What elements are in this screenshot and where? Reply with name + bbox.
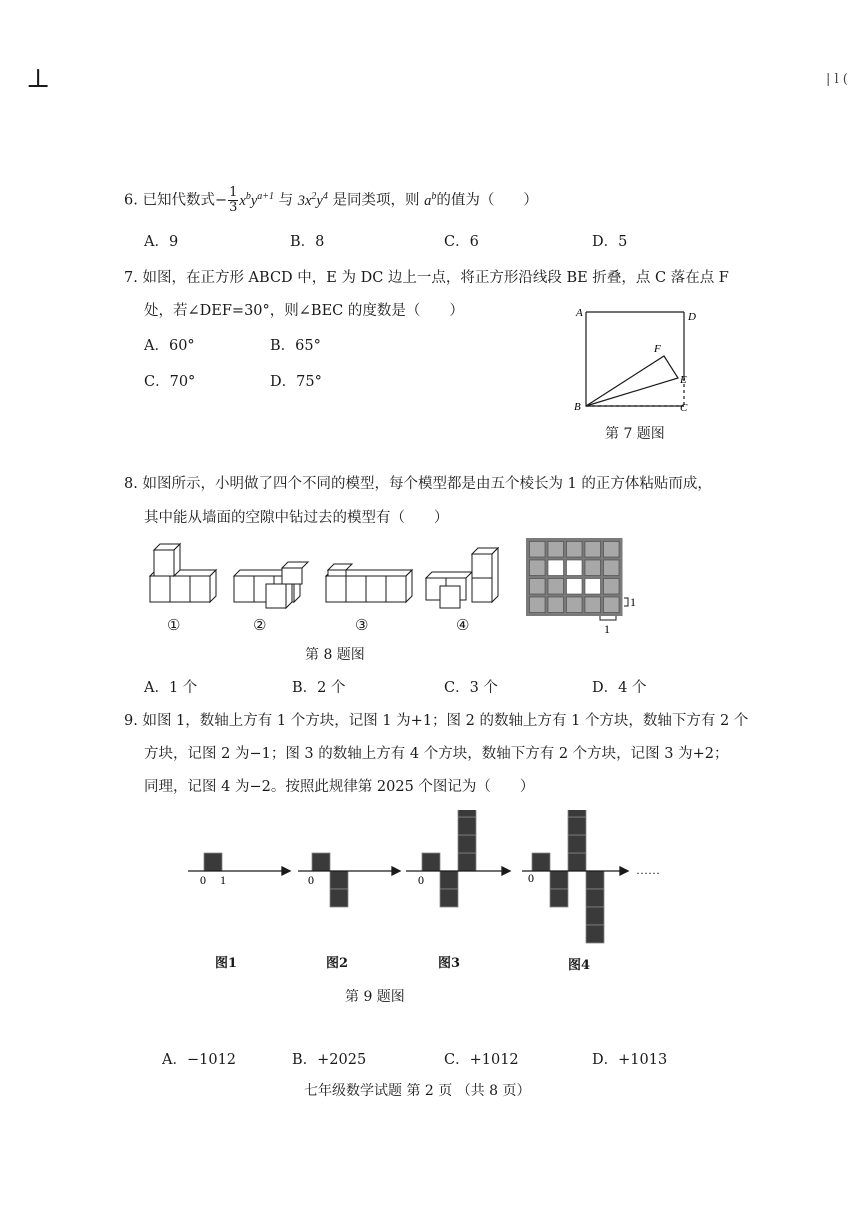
wall-gap-cell — [548, 560, 564, 576]
wall-cell — [548, 579, 564, 595]
q7-number: 7. — [124, 270, 138, 286]
q9-fig1-zero: 0 — [200, 873, 206, 887]
block-below-axis — [586, 871, 604, 889]
q9-fig1-one: 1 — [220, 873, 226, 887]
q7-line1: 7. 如图，在正方形 ABCD 中，E 为 DC 边上一点，将正方形沿线段 BE 折叠，点 C 落在点 F — [124, 270, 729, 286]
corner-mark-right: | l ( — [826, 72, 848, 87]
block-above-axis — [532, 853, 550, 871]
q9-fig-label-1: 图1 — [215, 956, 238, 971]
q8-option-a[interactable]: A．1 个 — [144, 680, 198, 696]
block-below-axis — [550, 871, 568, 889]
q9-line2: 方块，记图 2 为−1；图 3 的数轴上方有 4 个方块，数轴下方有 2 个方块，记图 3 为+2； — [144, 746, 729, 762]
block-below-axis — [440, 871, 458, 889]
q7-label-e: E — [680, 374, 687, 386]
q8-wall-figure — [524, 536, 644, 636]
block-above-axis — [568, 835, 586, 853]
wall-gap-cell — [567, 560, 583, 576]
q7-label-f: F — [654, 343, 661, 355]
block-above-axis — [204, 853, 222, 871]
q6-text-mid: 与 — [278, 192, 294, 209]
wall-gap-cell — [585, 579, 601, 595]
q8-models-figure — [140, 538, 500, 638]
wall-cell — [530, 579, 546, 595]
q8-option-c[interactable]: C．3 个 — [444, 680, 498, 696]
q9-fig-label-2: 图2 — [326, 956, 349, 971]
q7-figure — [570, 300, 700, 420]
q8-model-label-1: ① — [167, 616, 181, 634]
q8-line2: 其中能从墙面的空隙中钻过去的模型有（ ） — [144, 510, 449, 526]
block-below-axis — [440, 889, 458, 907]
q9-line1: 9. 如图 1，数轴上方有 1 个方块，记图 1 为+1；图 2 的数轴上方有 1 个方块，数轴下方有 2 个 — [124, 713, 749, 729]
q9-figure — [180, 810, 680, 950]
q8-option-d[interactable]: D．4 个 — [592, 680, 647, 696]
q6-number: 6. — [124, 192, 138, 209]
q7-option-d[interactable]: D．75° — [270, 374, 322, 390]
q8-model-label-4: ④ — [456, 616, 470, 634]
corner-mark-left: ⊥ — [26, 64, 51, 94]
wall-cell — [604, 597, 620, 613]
q7-figure-caption: 第 7 题图 — [605, 426, 665, 442]
q8-number: 8. — [124, 476, 138, 492]
block-above-axis — [568, 810, 586, 817]
q8-model-label-2: ② — [253, 616, 267, 634]
block-above-axis — [458, 835, 476, 853]
q6-text-end: 的值为（ ） — [436, 192, 538, 209]
wall-cell — [530, 597, 546, 613]
q6-option-a[interactable]: A．9 — [144, 234, 179, 250]
block-below-axis — [550, 889, 568, 907]
wall-cell — [567, 542, 583, 558]
q6-option-c[interactable]: C．6 — [444, 234, 479, 250]
wall-cell — [530, 542, 546, 558]
block-above-axis — [458, 810, 476, 817]
q9-option-c[interactable]: C．+1012 — [444, 1052, 519, 1068]
wall-cell — [530, 560, 546, 576]
block-above-axis — [422, 853, 440, 871]
q7-option-c[interactable]: C．70° — [144, 374, 196, 390]
q6-option-d[interactable]: D．5 — [592, 234, 628, 250]
q9-option-b[interactable]: B．+2025 — [292, 1052, 367, 1068]
block-below-axis — [330, 889, 348, 907]
block-below-axis — [586, 907, 604, 925]
q9-fig4-zero: 0 — [528, 871, 534, 885]
q6-text-before: 已知代数式− — [142, 192, 228, 209]
wall-cell — [567, 597, 583, 613]
wall-cell — [604, 560, 620, 576]
wall-cell — [604, 579, 620, 595]
block-below-axis — [586, 889, 604, 907]
wall-cell — [585, 597, 601, 613]
q9-number: 9. — [124, 713, 138, 729]
q7-option-b[interactable]: B．65° — [270, 338, 321, 354]
q9-option-a[interactable]: A．−1012 — [162, 1052, 237, 1068]
q7-label-d: D — [688, 311, 696, 323]
block-below-axis — [330, 871, 348, 889]
q9-line3: 同理，记图 4 为−2。按照此规律第 2025 个图记为（ ） — [144, 779, 535, 795]
q8-model-label-3: ③ — [355, 616, 369, 634]
block-above-axis — [458, 853, 476, 871]
q6-text-after: 是同类项，则 — [332, 192, 420, 209]
q9-fig-label-4: 图4 — [568, 958, 591, 973]
wall-cell — [585, 542, 601, 558]
block-above-axis — [458, 817, 476, 835]
q6-stem: 6. 已知代数式− $\frac{1}{3}$ $x^by^{a+1}$ 与 $3x^2y^4$ 是同类项，则 $a^b$的值为（ ） — [124, 185, 538, 215]
wall-cell — [604, 542, 620, 558]
wall-cell — [548, 597, 564, 613]
q8-option-b[interactable]: B．2 个 — [292, 680, 346, 696]
q7-option-a[interactable]: A．60° — [144, 338, 195, 354]
q9-ellipsis: …… — [636, 863, 660, 877]
q8-figure-caption: 第 8 题图 — [305, 647, 365, 663]
block-above-axis — [568, 817, 586, 835]
q8-line1: 8. 如图所示，小明做了四个不同的模型，每个模型都是由五个棱长为 1 的正方体粘贴而成， — [124, 476, 712, 492]
q6-option-b[interactable]: B．8 — [290, 234, 325, 250]
q7-label-c: C — [680, 402, 688, 414]
block-above-axis — [568, 853, 586, 871]
page-footer: 七年级数学试题 第 2 页 （共 8 页） — [304, 1083, 531, 1099]
q7-label-a: A — [576, 307, 583, 319]
q8-dim-label-bottom: 1 — [604, 622, 610, 636]
q7-label-b: B — [574, 401, 581, 413]
q7-line2: 处，若∠DEF=30°，则∠BEC 的度数是（ ） — [144, 303, 464, 319]
q8-dim-label-right: 1 — [630, 595, 636, 609]
q9-fig3-zero: 0 — [418, 873, 424, 887]
wall-cell — [548, 542, 564, 558]
block-above-axis — [312, 853, 330, 871]
wall-cell — [585, 560, 601, 576]
q9-fig2-zero: 0 — [308, 873, 314, 887]
block-below-axis — [586, 925, 604, 943]
q9-option-d[interactable]: D．+1013 — [592, 1052, 668, 1068]
wall-gap-cell — [567, 579, 583, 595]
q9-fig-label-3: 图3 — [438, 956, 461, 971]
q6-fraction: $\frac{1}{3}$ — [229, 185, 238, 215]
q9-figure-caption: 第 9 题图 — [345, 989, 405, 1005]
